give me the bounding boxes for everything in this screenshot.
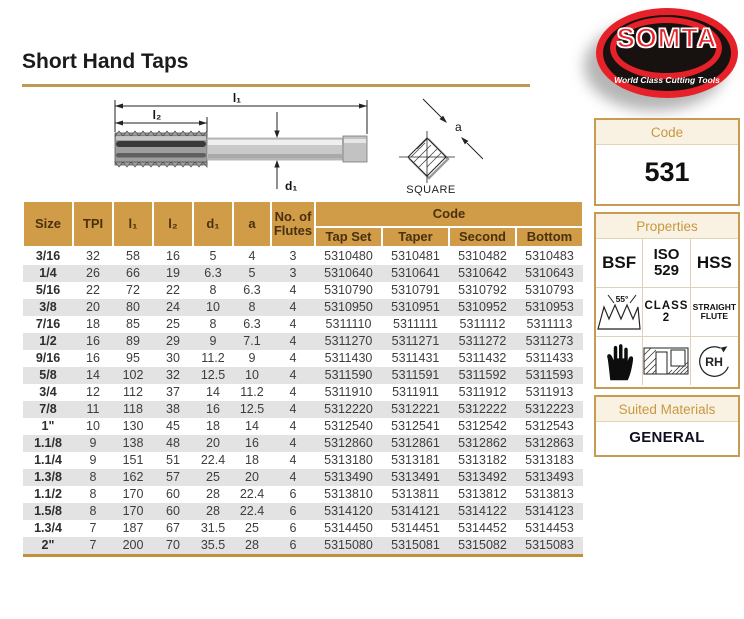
table-cell: 6	[289, 521, 297, 535]
table-cell: 130	[122, 419, 144, 433]
tap-drawing	[85, 92, 385, 197]
table-row	[23, 452, 583, 469]
table-cell: 7	[89, 538, 97, 552]
table-cell: 5312860	[324, 436, 373, 450]
table-cell: 5313183	[525, 453, 574, 467]
table-cell: 9	[89, 453, 97, 467]
property-hand-use	[596, 337, 643, 385]
col-header-d1: d₁	[193, 201, 233, 247]
table-cell: 5312223	[525, 402, 574, 416]
table-cell: 95	[126, 351, 140, 365]
table-cell: 6	[289, 487, 297, 501]
table-cell: 19	[166, 266, 180, 280]
table-cell: 60	[166, 487, 180, 501]
table-cell: 16	[166, 249, 180, 263]
table-row	[23, 469, 583, 486]
table-cell: 18	[86, 317, 100, 331]
table-cell: 5311270	[324, 334, 373, 348]
table-cell: 5311431	[391, 351, 440, 365]
table-cell: 4	[289, 300, 297, 314]
table-cell: 5311273	[525, 334, 574, 348]
property-iso-standard: ISO 529	[643, 239, 690, 288]
thread-profile-icon	[596, 292, 642, 332]
table-row	[23, 282, 583, 299]
suited-materials-header: Suited Materials	[596, 397, 738, 422]
size-cell: 3/16	[35, 249, 61, 263]
table-row	[23, 350, 583, 367]
size-cell: 1"	[41, 419, 55, 433]
table-cell: 4	[289, 436, 297, 450]
col-header-a: a	[233, 201, 271, 247]
table-cell: 16	[86, 351, 100, 365]
table-cell: 5315082	[458, 538, 507, 552]
table-row	[23, 316, 583, 333]
table-cell: 8	[209, 317, 217, 331]
size-cell: 1.1/4	[34, 453, 62, 467]
logo-brand: SOMTA	[616, 23, 718, 53]
table-cell: 22.4	[200, 453, 226, 467]
table-cell: 5313180	[324, 453, 373, 467]
table-cell: 5311111	[393, 317, 438, 331]
table-cell: 5311430	[324, 351, 373, 365]
table-cell: 26	[86, 266, 100, 280]
table-cell: 5312863	[525, 436, 574, 450]
table-cell: 28	[206, 504, 220, 518]
table-cell: 5314121	[391, 504, 440, 518]
table-cell: 3	[289, 249, 297, 263]
property-flute-type: STRAIGHT FLUTE	[691, 288, 738, 337]
table-cell: 5310950	[324, 300, 373, 314]
table-cell: 20	[86, 300, 100, 314]
table-cell: 31.5	[200, 521, 226, 535]
table-cell: 4	[289, 385, 297, 399]
table-cell: 5310482	[458, 249, 507, 263]
table-row	[23, 537, 583, 556]
table-cell: 162	[122, 470, 144, 484]
table-cell: 24	[166, 300, 180, 314]
table-cell: 16	[245, 436, 259, 450]
property-thread-standard: BSF	[596, 239, 643, 288]
table-cell: 5313812	[458, 487, 507, 501]
table-cell: 6.3	[243, 317, 261, 331]
table-cell: 30	[166, 351, 180, 365]
table-cell: 16	[86, 334, 100, 348]
size-cell: 5/16	[35, 283, 61, 297]
table-cell: 6.3	[243, 283, 261, 297]
table-cell: 4	[289, 368, 297, 382]
table-cell: 5314120	[324, 504, 373, 518]
table-cell: 22.4	[239, 487, 265, 501]
table-cell: 5312862	[458, 436, 507, 450]
svg-text:RH: RH	[705, 354, 724, 369]
table-cell: 112	[123, 385, 143, 399]
col-header-l2: l₂	[153, 201, 193, 247]
table-cell: 5313182	[458, 453, 507, 467]
table-cell: 25	[245, 521, 259, 535]
table-cell: 5313811	[391, 487, 440, 501]
flute-section-icon	[643, 346, 689, 376]
table-cell: 35.5	[200, 538, 226, 552]
table-cell: 67	[166, 521, 180, 535]
col-header-tap-set: Tap Set	[315, 227, 382, 247]
table-cell: 5314122	[458, 504, 507, 518]
table-cell: 8	[209, 283, 217, 297]
table-cell: 5310642	[458, 266, 507, 280]
table-row	[23, 520, 583, 537]
table-cell: 5312861	[391, 436, 440, 450]
size-cell: 1/4	[39, 266, 57, 280]
table-cell: 5310641	[391, 266, 440, 280]
suited-materials-box	[594, 395, 740, 457]
table-cell: 5315081	[391, 538, 440, 552]
size-cell: 3/4	[39, 385, 57, 399]
table-cell: 5311590	[324, 368, 373, 382]
table-cell: 38	[166, 402, 180, 416]
table-cell: 9	[89, 436, 97, 450]
table-cell: 4	[289, 453, 297, 467]
table-cell: 5	[209, 249, 217, 263]
table-cell: 4	[289, 351, 297, 365]
size-cell: 3/8	[39, 300, 57, 314]
col-header-taper: Taper	[382, 227, 449, 247]
d1-dim-label: d₁	[285, 179, 298, 193]
table-cell: 11.2	[201, 351, 225, 365]
table-row	[23, 503, 583, 520]
property-material: HSS	[691, 239, 738, 288]
table-cell: 170	[122, 504, 144, 518]
col-header-flutes: No. of Flutes	[271, 201, 315, 247]
title-divider	[22, 84, 530, 87]
table-cell: 32	[166, 368, 180, 382]
table-row	[23, 384, 583, 401]
table-cell: 20	[245, 470, 259, 484]
table-cell: 5311110	[325, 317, 372, 331]
table-row	[23, 367, 583, 384]
table-cell: 5310643	[525, 266, 574, 280]
table-cell: 22	[166, 283, 180, 297]
table-cell: 12	[86, 385, 100, 399]
table-cell: 5314123	[525, 504, 574, 518]
table-cell: 5311910	[324, 385, 373, 399]
square-label: SQUARE	[406, 184, 456, 196]
size-cell: 1/2	[39, 334, 57, 348]
table-cell: 4	[289, 470, 297, 484]
table-cell: 4	[289, 317, 297, 331]
table-cell: 37	[166, 385, 180, 399]
table-cell: 5313491	[391, 470, 440, 484]
table-cell: 11	[86, 402, 100, 416]
table-cell: 5311593	[525, 368, 574, 382]
table-cell: 11.2	[240, 385, 264, 399]
table-cell: 4	[248, 249, 256, 263]
table-cell: 5311272	[458, 334, 507, 348]
table-cell: 18	[206, 419, 220, 433]
col-header-size: Size	[23, 201, 73, 247]
table-cell: 29	[166, 334, 180, 348]
table-cell: 151	[122, 453, 144, 467]
table-cell: 14	[245, 419, 259, 433]
table-cell: 9	[209, 334, 217, 348]
table-body	[23, 247, 583, 556]
table-cell: 5310792	[458, 283, 507, 297]
table-cell: 25	[206, 470, 220, 484]
table-cell: 5313493	[525, 470, 574, 484]
property-thread-angle	[596, 288, 643, 337]
table-cell: 5311433	[525, 351, 574, 365]
size-cell: 1.5/8	[34, 504, 62, 518]
table-cell: 5310640	[324, 266, 373, 280]
table-row	[23, 333, 583, 350]
table-cell: 118	[123, 402, 143, 416]
table-cell: 51	[166, 453, 180, 467]
table-cell: 10	[245, 368, 259, 382]
table-cell: 5312541	[391, 419, 440, 433]
table-cell: 6	[289, 504, 297, 518]
table-cell: 7.1	[243, 334, 261, 348]
table-cell: 6.3	[204, 266, 222, 280]
table-cell: 5313490	[324, 470, 373, 484]
property-rotation	[691, 337, 738, 385]
table-cell: 187	[122, 521, 144, 535]
table-cell: 5311112	[459, 317, 506, 331]
table-cell: 8	[89, 470, 97, 484]
somta-logo	[596, 8, 738, 98]
table-cell: 60	[166, 504, 180, 518]
col-header-l1: l₁	[113, 201, 153, 247]
a-dim-label: a	[455, 120, 462, 134]
table-cell: 5312221	[391, 402, 440, 416]
table-cell: 138	[122, 436, 144, 450]
table-cell: 5310953	[525, 300, 574, 314]
table-cell: 4	[289, 402, 297, 416]
table-cell: 5310483	[525, 249, 574, 263]
table-cell: 9	[248, 351, 256, 365]
l2-dim-label: l₂	[152, 108, 162, 122]
table-cell: 12.5	[239, 402, 265, 416]
hand-glove-icon	[600, 340, 638, 382]
table-cell: 4	[289, 283, 297, 297]
table-cell: 16	[206, 402, 220, 416]
col-header-second: Second	[449, 227, 516, 247]
table-cell: 72	[126, 283, 140, 297]
table-cell: 22	[86, 283, 100, 297]
property-class: CLASS 2	[643, 288, 690, 337]
table-cell: 85	[126, 317, 140, 331]
table-cell: 10	[86, 419, 100, 433]
table-cell: 18	[245, 453, 259, 467]
table-cell: 3	[289, 266, 297, 280]
table-cell: 5312540	[324, 419, 373, 433]
table-cell: 22.4	[239, 504, 265, 518]
table-cell: 5311592	[458, 368, 507, 382]
col-header-tpi: TPI	[73, 201, 113, 247]
table-cell: 5314453	[525, 521, 574, 535]
table-cell: 5313813	[525, 487, 574, 501]
table-cell: 5312220	[324, 402, 373, 416]
table-row	[23, 486, 583, 503]
table-cell: 45	[166, 419, 180, 433]
table-cell: 5310481	[391, 249, 440, 263]
table-cell: 5311911	[392, 385, 439, 399]
table-cell: 5311913	[525, 385, 574, 399]
table-row	[23, 435, 583, 452]
table-row	[23, 265, 583, 282]
table-cell: 28	[206, 487, 220, 501]
table-cell: 5310951	[391, 300, 440, 314]
table-cell: 5311912	[458, 385, 507, 399]
table-cell: 102	[122, 368, 144, 382]
table-cell: 66	[126, 266, 140, 280]
table-cell: 5310952	[458, 300, 507, 314]
table-cell: 5312222	[458, 402, 507, 416]
l1-dim-label: l₁	[232, 92, 242, 105]
table-cell: 200	[122, 538, 144, 552]
table-cell: 28	[245, 538, 259, 552]
table-cell: 5310480	[324, 249, 373, 263]
table-cell: 89	[126, 334, 140, 348]
svg-text:55°: 55°	[615, 294, 629, 304]
size-cell: 9/16	[35, 351, 61, 365]
table-cell: 8	[248, 300, 256, 314]
size-cell: 1.1/2	[34, 487, 62, 501]
table-cell: 5310790	[324, 283, 373, 297]
table-row	[23, 247, 583, 265]
table-cell: 4	[289, 419, 297, 433]
table-cell: 32	[86, 249, 100, 263]
table-cell: 5312542	[458, 419, 507, 433]
table-cell: 4	[289, 334, 297, 348]
properties-box	[594, 212, 740, 389]
table-cell: 5313492	[458, 470, 507, 484]
table-cell: 5310793	[525, 283, 574, 297]
table-cell: 5311271	[391, 334, 440, 348]
table-cell: 5312543	[525, 419, 574, 433]
code-box-header: Code	[596, 120, 738, 145]
table-cell: 170	[122, 487, 144, 501]
table-row	[23, 401, 583, 418]
square-section-drawing	[395, 95, 565, 200]
properties-grid	[596, 239, 738, 385]
table-cell: 5311591	[391, 368, 440, 382]
properties-box-header: Properties	[596, 214, 738, 239]
table-cell: 5314451	[391, 521, 440, 535]
table-cell: 57	[166, 470, 180, 484]
table-cell: 70	[166, 538, 180, 552]
table-cell: 5315083	[525, 538, 574, 552]
table-cell: 6	[289, 538, 297, 552]
table-cell: 5311432	[458, 351, 507, 365]
table-cell: 5	[248, 266, 256, 280]
table-row	[23, 299, 583, 316]
size-cell: 1.1/8	[34, 436, 62, 450]
size-cell: 7/16	[35, 317, 61, 331]
size-cell: 2"	[41, 538, 55, 552]
right-hand-rotation-icon	[694, 341, 734, 381]
table-cell: 20	[206, 436, 220, 450]
table-cell: 5314450	[324, 521, 373, 535]
table-row	[23, 418, 583, 435]
table-cell: 58	[126, 249, 140, 263]
col-header-code-group: Code	[315, 201, 583, 227]
table-header-row-1	[23, 201, 583, 227]
table-cell: 14	[206, 385, 220, 399]
table-cell: 5314452	[458, 521, 507, 535]
size-cell: 5/8	[39, 368, 57, 382]
size-cell: 1.3/4	[34, 521, 62, 535]
suited-materials-value: GENERAL	[629, 429, 705, 446]
size-cell: 1.3/8	[34, 470, 62, 484]
table-cell: 48	[166, 436, 180, 450]
size-cell: 7/8	[39, 402, 57, 416]
table-cell: 5311113	[526, 317, 573, 331]
table-cell: 80	[126, 300, 140, 314]
table-cell: 5310791	[391, 283, 440, 297]
table-cell: 5313810	[324, 487, 373, 501]
table-cell: 8	[89, 487, 97, 501]
table-cell: 12.5	[200, 368, 226, 382]
logo-tagline: World Class Cutting Tools	[614, 75, 720, 85]
code-value: 531	[644, 157, 690, 187]
code-box	[594, 118, 740, 206]
table-cell: 7	[89, 521, 97, 535]
spec-table	[22, 200, 584, 557]
table-cell: 10	[206, 300, 220, 314]
property-flute-section	[643, 337, 690, 385]
table-cell: 14	[86, 368, 100, 382]
col-header-bottom: Bottom	[516, 227, 583, 247]
table-cell: 5313181	[391, 453, 440, 467]
table-cell: 5315080	[324, 538, 373, 552]
page-title: Short Hand Taps	[22, 50, 189, 73]
table-cell: 25	[166, 317, 180, 331]
table-cell: 8	[89, 504, 97, 518]
